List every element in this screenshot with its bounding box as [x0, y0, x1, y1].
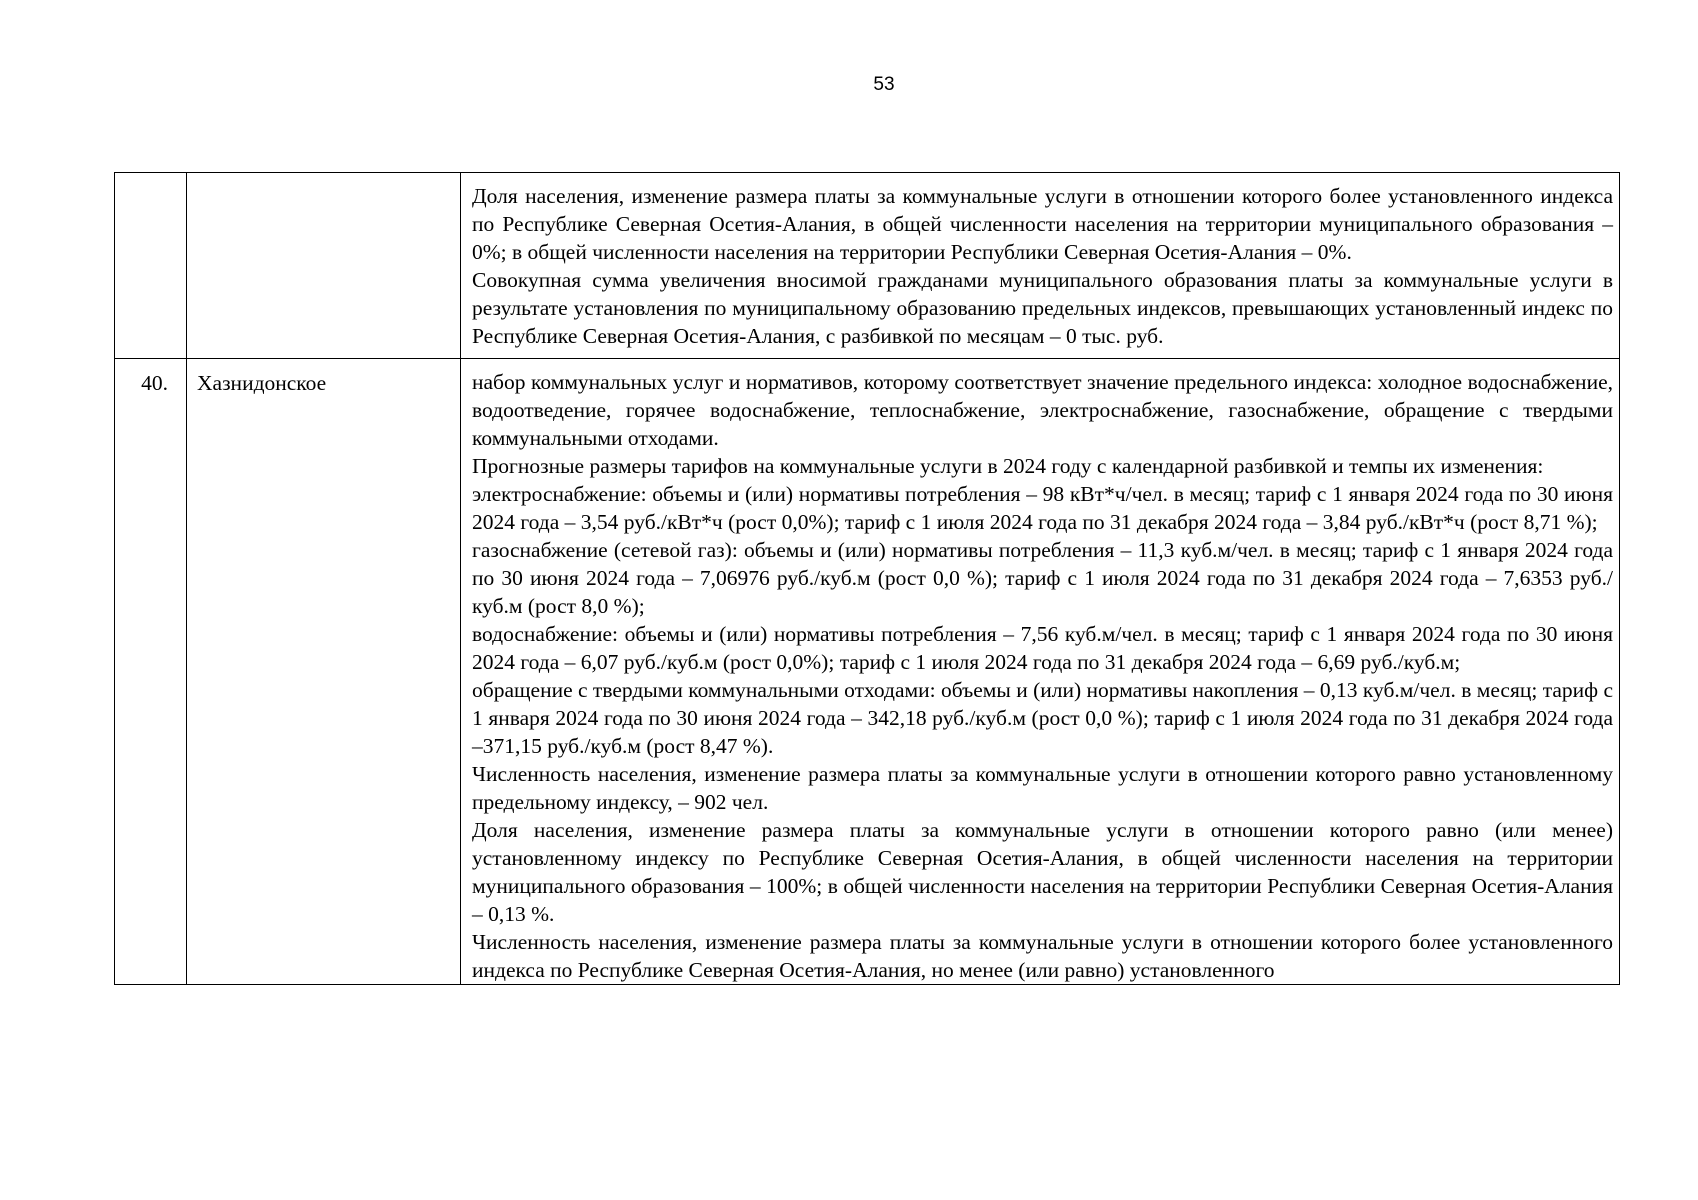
paragraph: набор коммунальных услуг и нормативов, которому соответствует значение предельного индекса: холодное водоснабжение, водоотведение, горячее водоснабжение, теплоснабжение, электроснабжение, газоснабжение, обращение с твердыми коммунальными отходами.: [472, 370, 1613, 450]
paragraph: Прогнозные размеры тарифов на коммунальные услуги в 2024 году с календарной разбивкой и темпы их изменения:: [472, 454, 1544, 478]
description-cell: [461, 173, 1620, 359]
table-row: [115, 359, 1620, 985]
tariff-table: [114, 172, 1620, 985]
paragraph: электроснабжение: объемы и (или) нормативы потребления – 98 кВт*ч/чел. в месяц; тариф с 1 января 2024 года по 30 июня 2024 года – 3,54 руб./кВт*ч (рост 0,0%); тариф с 1 июля 2024 года по 31 декабря 2024 года – 3,84 руб./кВт*ч (рост 8,71 %);: [472, 482, 1613, 534]
paragraph: Доля населения, изменение размера платы за коммунальные услуги в отношении которого равно (или менее) установленному индексу по Республике Северная Осетия-Алания, в общей численности населения на территории муниципального образования – 100%; в общей численности населения на территории Республики Северная Осетия-Алания – 0,13 %.: [472, 818, 1613, 926]
paragraph: обращение с твердыми коммунальными отходами: объемы и (или) нормативы накопления – 0,13 куб.м/чел. в месяц; тариф с 1 января 2024 года по 30 июня 2024 года – 342,18 руб./куб.м (рост 0,0 %); тариф с 1 июля 2024 года по 31 декабря 2024 года –371,15 руб./куб.м (рост 8,47 %).: [472, 678, 1613, 758]
paragraph: водоснабжение: объемы и (или) нормативы потребления – 7,56 куб.м/чел. в месяц; тариф с 1 января 2024 года по 30 июня 2024 года – 6,07 руб./куб.м (рост 0,0%); тариф с 1 июля 2024 года по 31 декабря 2024 года – 6,69 руб./куб.м;: [472, 622, 1613, 674]
municipality-name-cell: [187, 173, 461, 359]
paragraph: газоснабжение (сетевой газ): объемы и (или) нормативы потребления – 11,3 куб.м/чел. в месяц; тариф с 1 января 2024 года по 30 июня 2024 года – 7,06976 руб./куб.м (рост 0,0 %); тариф с 1 июля 2024 года по 31 декабря 2024 года – 7,6353 руб./куб.м (рост 8,0 %);: [472, 538, 1613, 618]
table-row: [115, 173, 1620, 359]
paragraph: Доля населения, изменение размера платы за коммунальные услуги в отношении которого более установленного индекса по Республике Северная Осетия-Алания, в общей численности населения на территории муниципального образования – 0%; в общей численности населения на территории Республики Северная Осетия-Алания – 0%.: [472, 184, 1613, 264]
municipality-name-cell: Хазнидонское: [187, 359, 461, 985]
description-cell: [461, 359, 1620, 985]
row-number-cell: [115, 173, 187, 359]
paragraph: Численность населения, изменение размера платы за коммунальные услуги в отношении которого равно установленному предельному индексу, – 902 чел.: [472, 762, 1613, 814]
paragraph: Численность населения, изменение размера платы за коммунальные услуги в отношении которого более установленного индекса по Республике Северная Осетия-Алания, но менее (или равно) установленного: [472, 930, 1613, 982]
paragraph: Совокупная сумма увеличения вносимой гражданами муниципального образования платы за коммунальные услуги в результате установления по муниципальному образованию предельных индексов, превышающих установленный индекс по Республике Северная Осетия-Алания, с разбивкой по месяцам – 0 тыс. руб.: [472, 268, 1613, 348]
page-number: 53: [873, 74, 895, 95]
row-number-cell: 40.: [115, 359, 187, 985]
